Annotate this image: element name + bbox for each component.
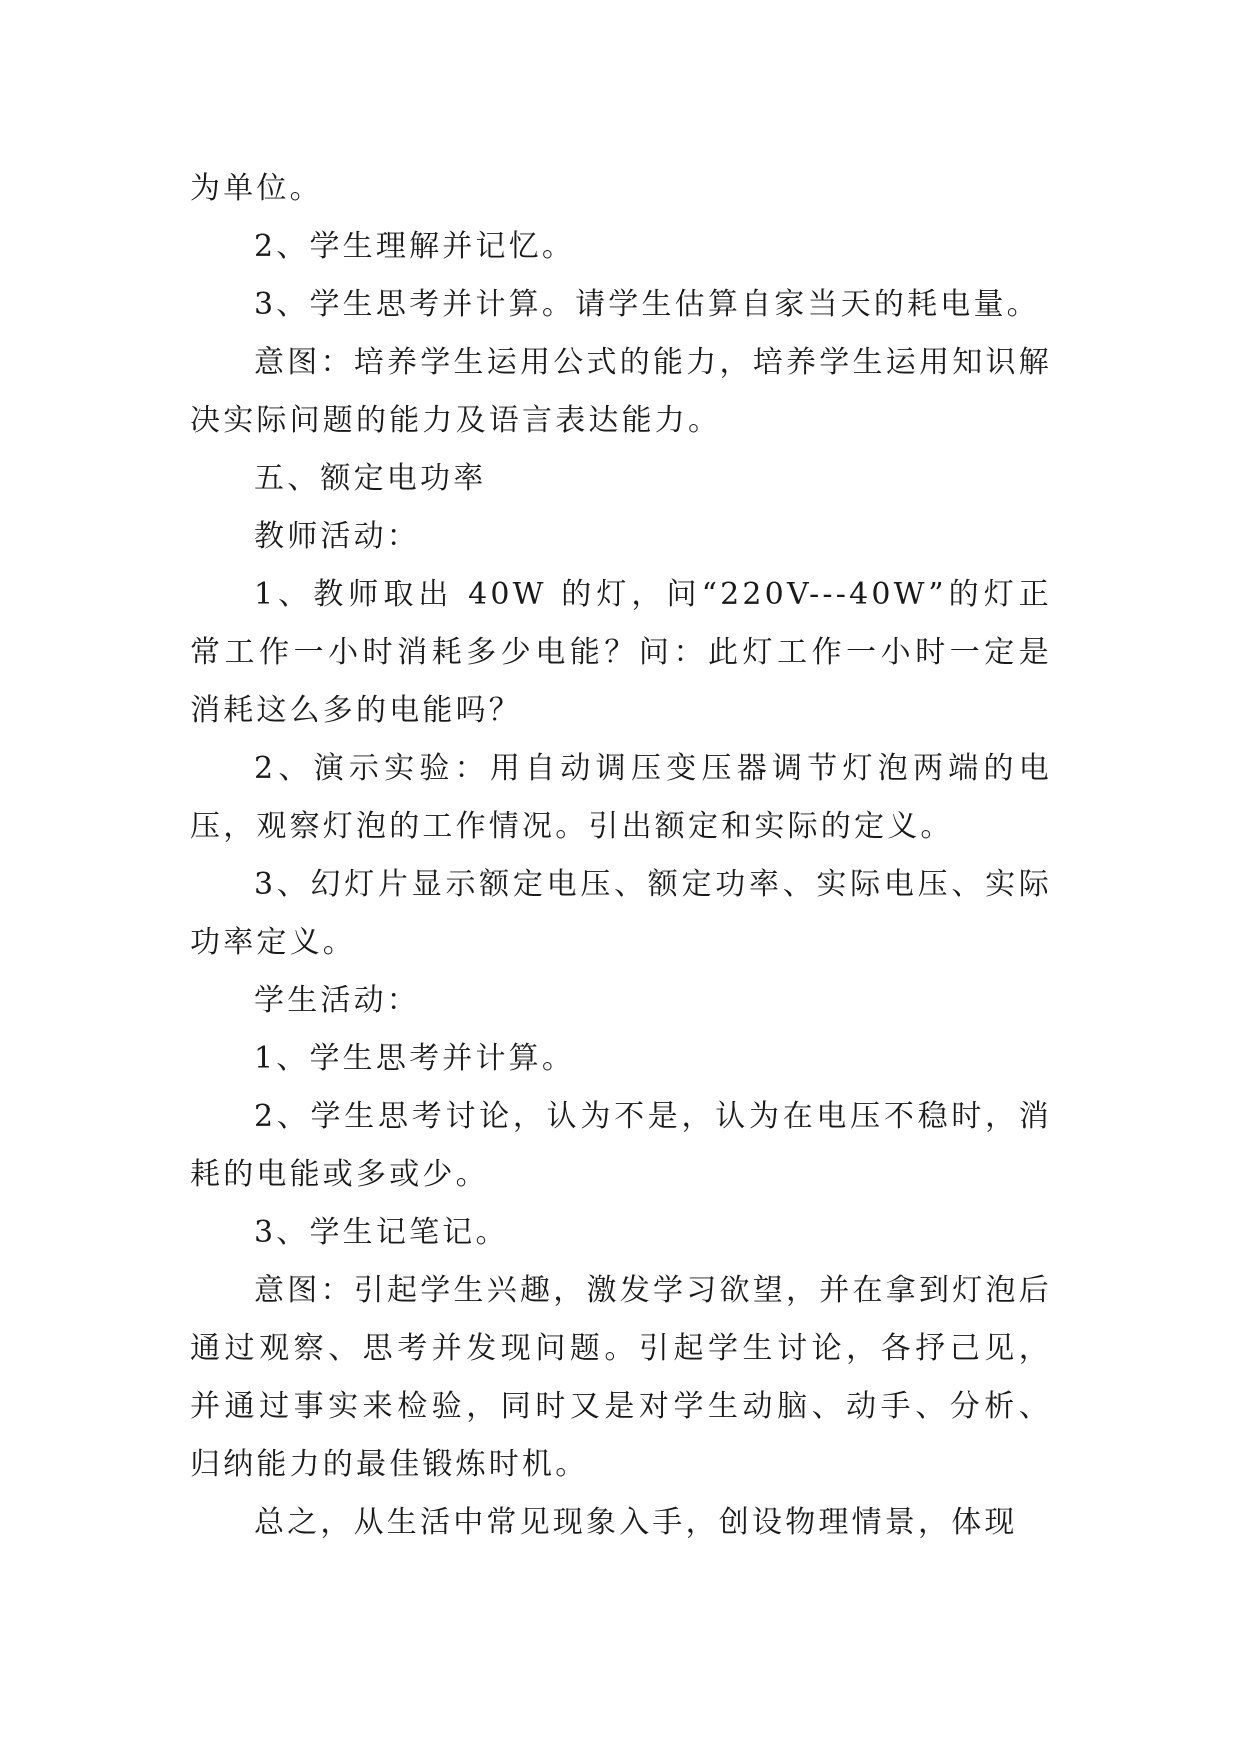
document-page xyxy=(190,160,1052,1552)
paragraph-9: 3、幻灯片显示额定电压、额定功率、实际电压、实际功率定义。 xyxy=(190,867,1052,960)
paragraph-4: 意图：培养学生运用公式的能力，培养学生运用知识解决实际问题的能力及语言表达能力。 xyxy=(190,345,1052,438)
paragraph-8: 2、演示实验：用自动调压变压器调节灯泡两端的电压，观察灯泡的工作情况。引出额定和实际的定义。 xyxy=(190,751,1052,844)
paragraph-3: 3、学生思考并计算。请学生估算自家当天的耗电量。 xyxy=(254,287,1040,322)
student-activity-label: 学生活动： xyxy=(254,983,420,1018)
paragraph-14: 意图：引起学生兴趣，激发学习欲望，并在拿到灯泡后通过观察、思考并发现问题。引起学生讨论，各抒己见，并通过事实来检验，同时又是对学生动脑、动手、分析、归纳能力的最佳锻炼时机。 xyxy=(190,1273,1052,1482)
paragraph-13: 3、学生记笔记。 xyxy=(254,1215,509,1250)
paragraph-15: 总之，从生活中常见现象入手，创设物理情景，体现 xyxy=(254,1505,1018,1540)
paragraph-12: 2、学生思考讨论，认为不是，认为在电压不稳时，消耗的电能或多或少。 xyxy=(190,1099,1052,1192)
section-heading: 五、额定电功率 xyxy=(254,461,487,496)
paragraph-1: 为单位。 xyxy=(190,171,323,206)
paragraph-11: 1、学生思考并计算。 xyxy=(254,1041,576,1076)
paragraph-2: 2、学生理解并记忆。 xyxy=(254,229,576,264)
paragraph-7: 1、教师取出 40W 的灯，问“220V---40W”的灯正常工作一小时消耗多少电能？问：此灯工作一小时一定是消耗这么多的电能吗？ xyxy=(190,577,1052,728)
teacher-activity-label: 教师活动： xyxy=(254,519,420,554)
